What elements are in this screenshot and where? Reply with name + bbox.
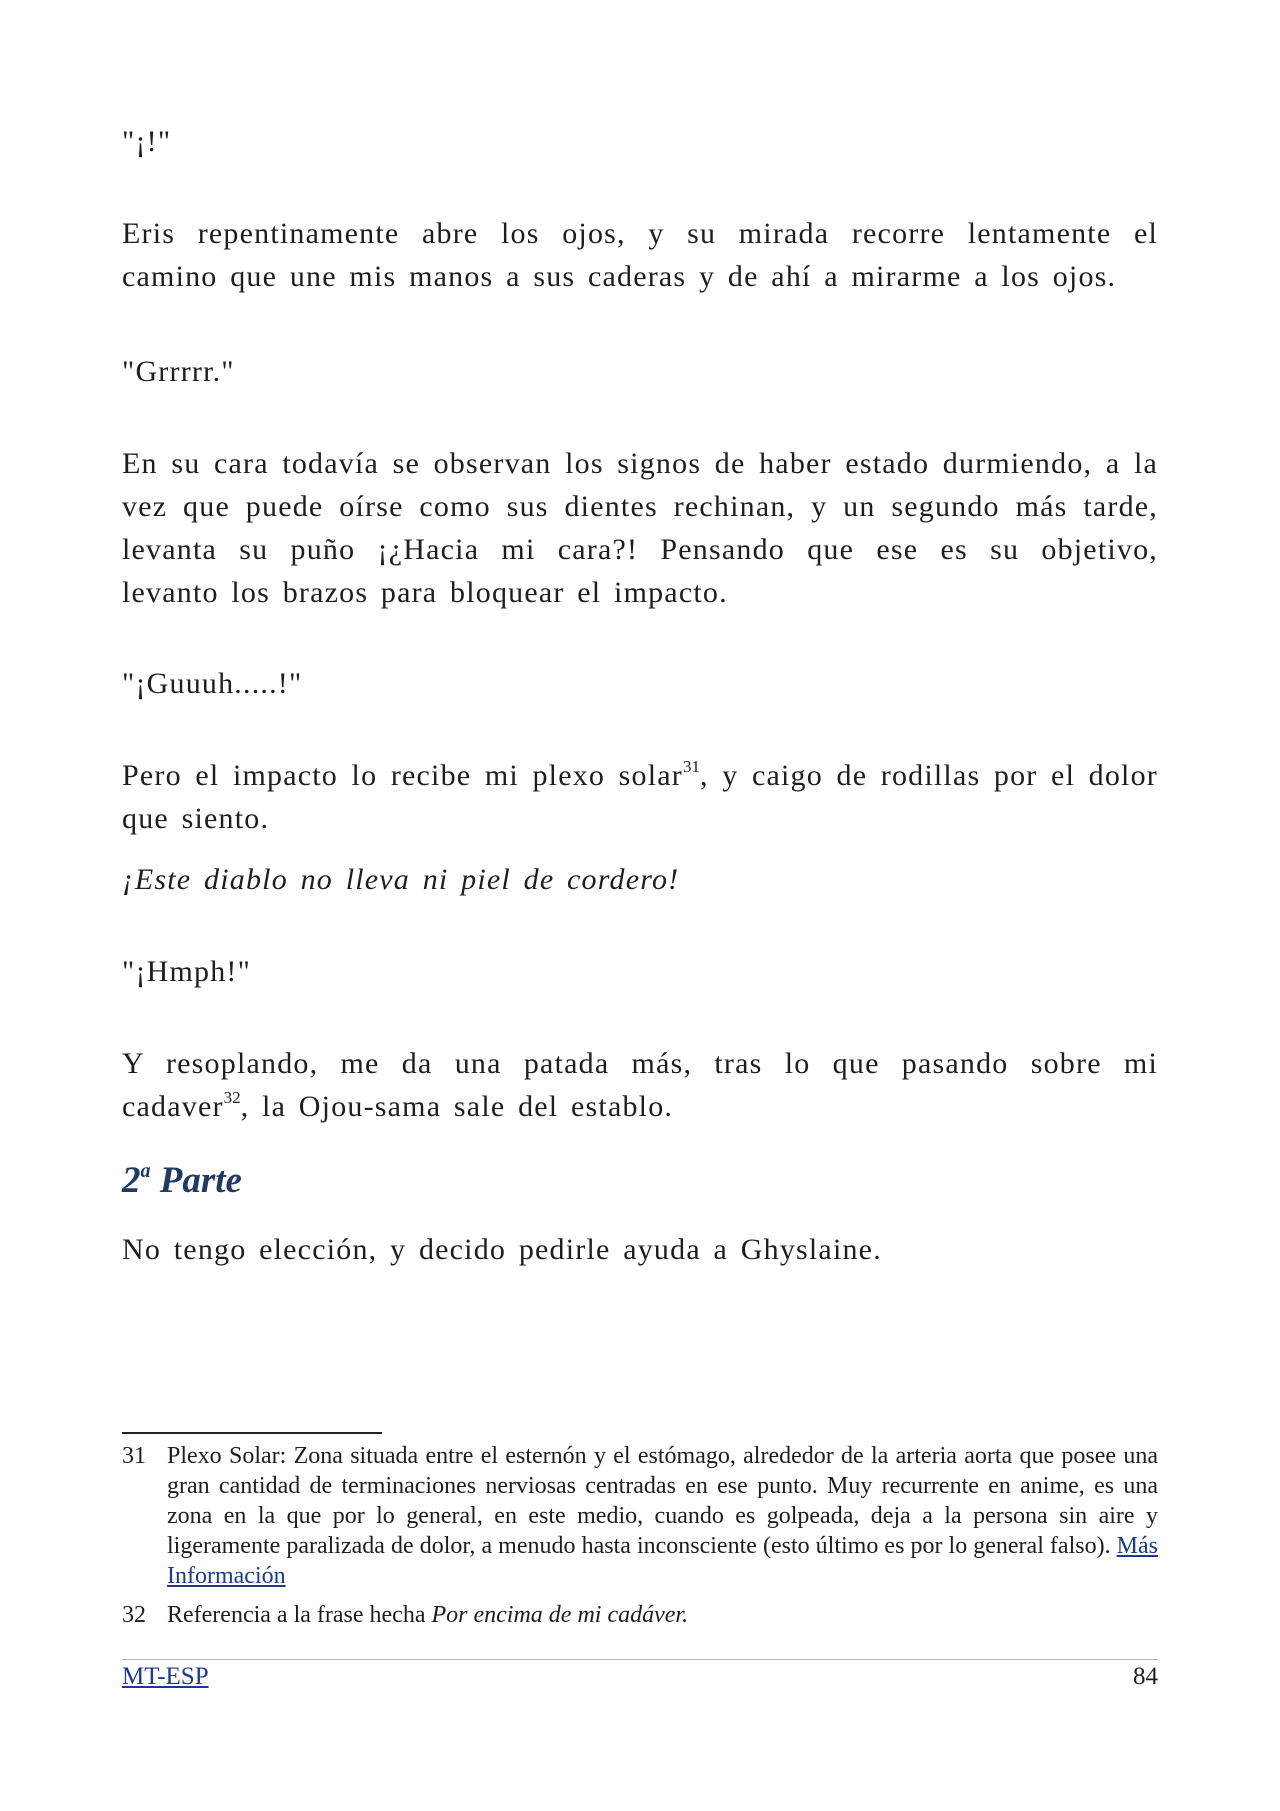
section-heading <box>122 1158 242 1204</box>
footnote <box>122 1441 1158 1591</box>
dialogue-line: "¡Hmph!" <box>122 955 252 988</box>
footnote-italic: Por encima de mi cadáver. <box>431 1602 689 1628</box>
heading-number: 2 <box>122 1160 141 1201</box>
paragraph <box>122 1042 1158 1128</box>
footnote <box>122 1600 1158 1630</box>
paragraph-text: , la Ojou-sama sale del establo. <box>240 1090 674 1123</box>
paragraph: No tengo elección, y decido pedirle ayuda a Ghyslaine. <box>122 1233 882 1266</box>
paragraph-text: Pero el impacto lo recibe mi plexo solar <box>122 759 683 792</box>
paragraph-text: , y caigo de rodillas por el dolor que siento. <box>122 759 1158 835</box>
paragraph-text: Y resoplando, me da una patada más, tras lo que pasando sobre mi cadaver <box>122 1047 1158 1123</box>
more-info-link[interactable]: Más Información <box>167 1533 1158 1589</box>
heading-title: Parte <box>150 1160 242 1201</box>
footnote-number: 31 <box>122 1443 146 1469</box>
footer-source-link[interactable]: MT-ESP <box>122 1663 209 1690</box>
footnote-body: Plexo Solar: Zona situada entre el esternón y el estómago, alrededor de la arteria aorta que posee una gran cantidad de terminaciones nerviosas centradas en ese punto. Muy recurrente en anime, es una zona en la que por lo general, en este medio, cuando es golpeada, deja a la persona sin aire y ligeramente paralizada de dolor, a menudo hasta inconsciente (esto último es por lo general falso). <box>167 1443 1158 1559</box>
paragraph <box>122 754 1158 840</box>
footnote-ref[interactable]: 31 <box>682 757 700 776</box>
page-number: 84 <box>1133 1663 1158 1690</box>
footnote-number: 32 <box>122 1602 146 1628</box>
footnote-ref[interactable]: 32 <box>223 1088 241 1107</box>
dialogue-line: "¡!" <box>122 125 172 158</box>
paragraph: En su cara todavía se observan los signos de haber estado durmiendo, a la vez que puede oírse como sus dientes rechinan, y un segundo más tarde, levanta su puño ¡¿Hacia mi cara?! Pensando que ese es su objetivo, levanto los brazos para bloquear el impacto. <box>122 447 1158 609</box>
inner-thought: ¡Este diablo no lleva ni piel de cordero! <box>122 863 680 896</box>
heading-ordinal: a <box>140 1160 151 1182</box>
footnote-divider <box>122 1432 382 1434</box>
dialogue-line: "¡Guuuh.....!" <box>122 667 303 700</box>
footnote-text <box>167 1600 1158 1630</box>
dialogue-line: "Grrrrr." <box>122 355 235 388</box>
footnote-text <box>167 1441 1158 1591</box>
footer-divider <box>122 1659 1158 1660</box>
paragraph: Eris repentinamente abre los ojos, y su mirada recorre lentamente el camino que une mis manos a sus caderas y de ahí a mirarme a los ojos. <box>122 217 1158 293</box>
footnote-body: Referencia a la frase hecha <box>167 1602 432 1628</box>
